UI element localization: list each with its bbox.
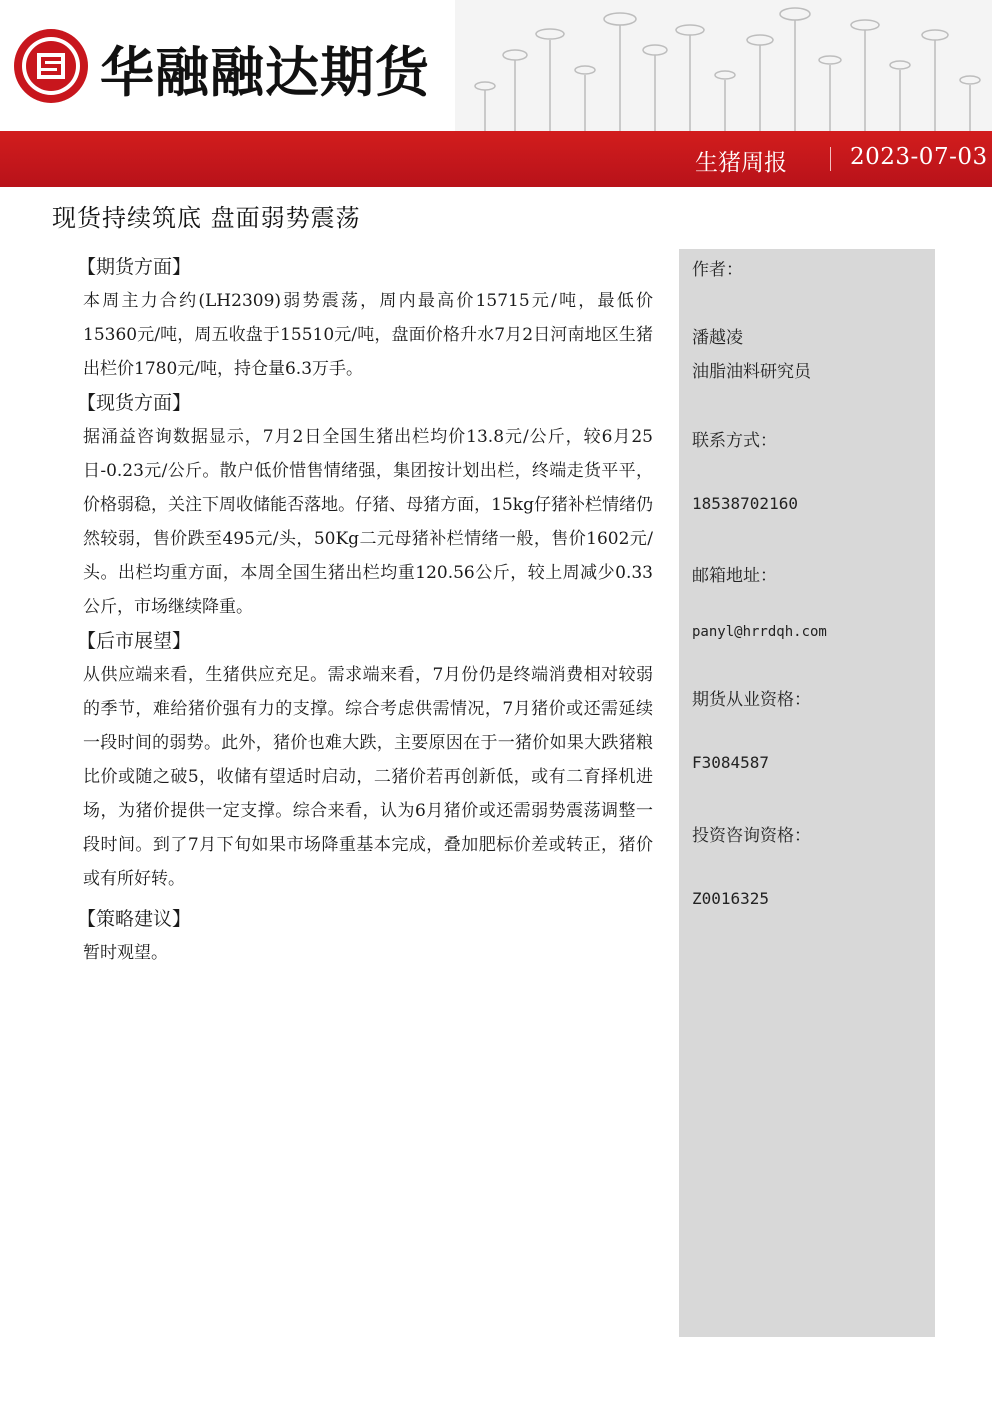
strategy-heading: 【策略建议】 — [77, 908, 192, 930]
page-header — [0, 0, 992, 135]
brand-name: 华融融达期货 — [100, 41, 430, 104]
banner-divider — [830, 147, 831, 171]
email-address[interactable]: panyl@hrrdqh.com — [692, 624, 827, 640]
report-title: 现货持续筑底 盘面弱势震荡 — [52, 204, 361, 232]
author-sidebar — [679, 249, 935, 1337]
decorative-pattern — [455, 0, 992, 135]
email-label: 邮箱地址： — [692, 566, 777, 586]
outlook-heading: 【后市展望】 — [77, 630, 192, 652]
report-type: 生猪周报 — [695, 150, 787, 176]
report-body — [77, 250, 653, 970]
author-name: 潘越凌 — [692, 328, 743, 348]
phone-number: 18538702160 — [692, 494, 798, 513]
author-title: 油脂油料研究员 — [692, 362, 811, 382]
investment-qualification-label: 投资咨询资格： — [692, 826, 811, 846]
report-date: 2023-07-03 — [850, 144, 988, 170]
company-logo-icon — [12, 27, 90, 105]
futures-qualification-label: 期货从业资格： — [692, 690, 811, 710]
contact-label: 联系方式： — [692, 431, 777, 451]
spot-paragraph: 据涌益咨询数据显示，7月2日全国生猪出栏均价13.8元/公斤，较6月25日-0.23元/公斤。散户低价惜售情绪强，集团按计划出栏，终端走货平平，价格弱稳，关注下周收储能否落地。仔猪、母猪方面，15kg仔猪补栏情绪仍然较弱，售价跌至495元/头，50Kg二元母猪补栏情绪一般，售价1602元/头。出栏均重方面，本周全国生猪出栏均重120.56公斤，较上周减少0.33公斤，市场继续降重。 — [83, 427, 653, 617]
spot-heading: 【现货方面】 — [77, 392, 192, 414]
report-banner — [0, 131, 992, 187]
futures-paragraph: 本周主力合约(LH2309)弱势震荡，周内最高价15715元/吨，最低价15360元/吨，周五收盘于15510元/吨，盘面价格升水7月2日河南地区生猪出栏价1780元/吨，持仓量6.3万手。 — [83, 291, 653, 379]
futures-qualification-number: F3084587 — [692, 753, 770, 772]
strategy-paragraph: 暂时观望。 — [83, 943, 168, 963]
author-label: 作者： — [692, 260, 743, 280]
outlook-paragraph: 从供应端来看，生猪供应充足。需求端来看，7月份仍是终端消费相对较弱的季节，难给猪价强有力的支撑。综合考虑供需情况，7月猪价或还需延续一段时间的弱势。此外，猪价也难大跌，主要原因在于一猪价如果大跌猪粮比价或随之破5，收储有望适时启动，二猪价若再创新低，或有二育择机进场，为猪价提供一定支撑。综合来看，认为6月猪价或还需弱势震荡调整一段时间。到了7月下旬如果市场降重基本完成，叠加肥标价差或转正，猪价或有所好转。 — [83, 665, 653, 889]
futures-heading: 【期货方面】 — [77, 256, 192, 278]
investment-qualification-number: Z0016325 — [692, 889, 770, 908]
